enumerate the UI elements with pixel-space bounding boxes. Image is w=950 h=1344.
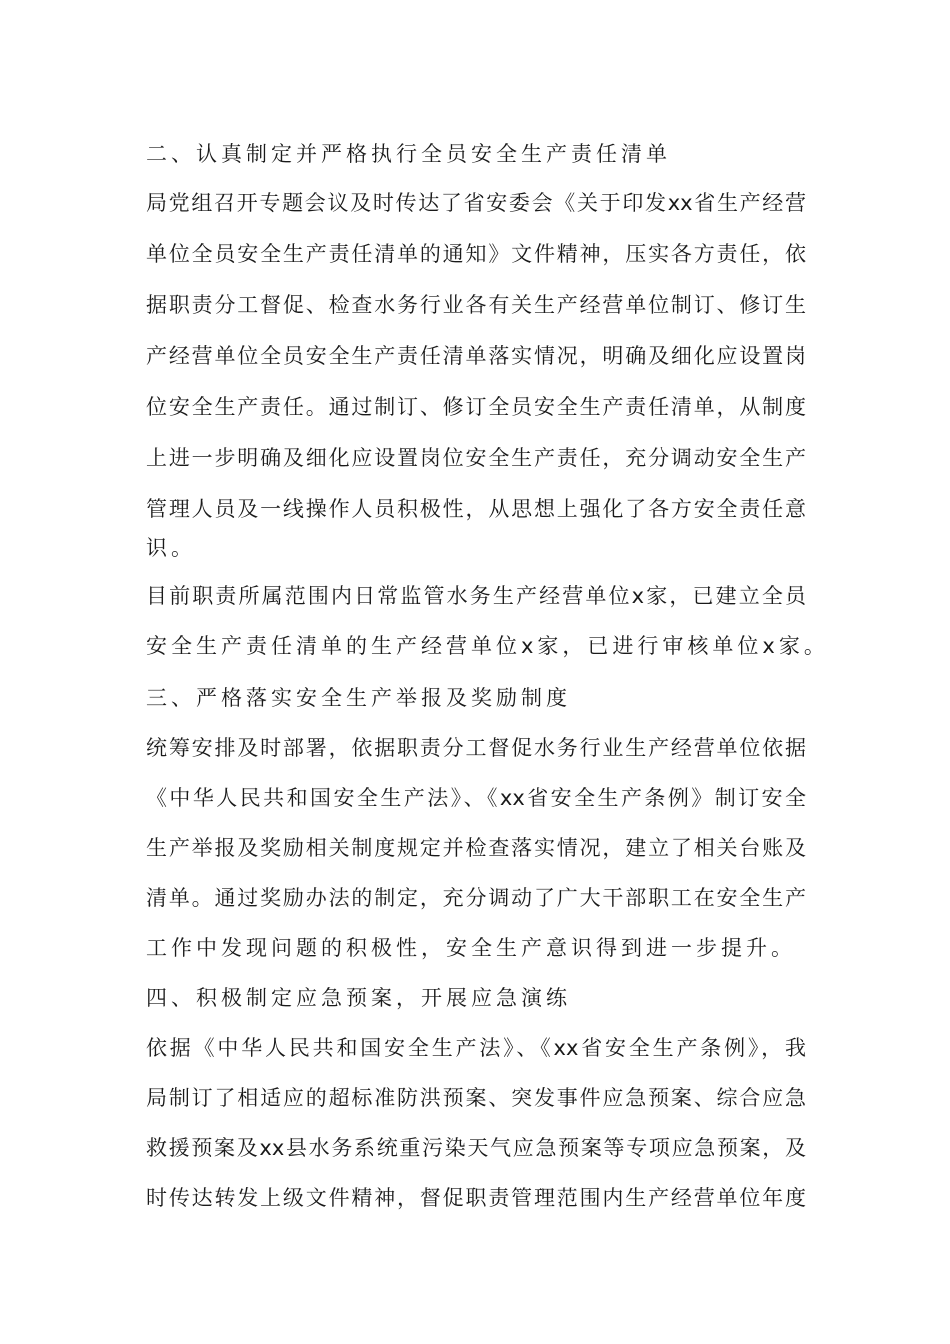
section-heading-4: 四、积极制定应急预案，开展应急演练 (146, 986, 571, 1010)
paragraph-line: 产经营单位全员安全生产责任清单落实情况，明确及细化应设置岗 (146, 344, 806, 368)
paragraph-line: 上进一步明确及细化应设置岗位安全生产责任，充分调动安全生产 (146, 446, 806, 470)
paragraph-line: 安全生产责任清单的生产经营单位x家，已进行审核单位x家。 (146, 634, 829, 658)
paragraph-line: 位安全生产责任。通过制订、修订全员安全生产责任清单，从制度 (146, 395, 806, 419)
paragraph-line: 管理人员及一线操作人员积极性，从思想上强化了各方安全责任意 (146, 497, 806, 521)
paragraph-line: 时传达转发上级文件精神，督促职责管理范围内生产经营单位年度 (146, 1186, 806, 1210)
paragraph-line: 据职责分工督促、检查水务行业各有关生产经营单位制订、修订生 (146, 293, 806, 317)
section-heading-3: 三、严格落实安全生产举报及奖励制度 (146, 686, 571, 710)
paragraph-line: 清单。通过奖励办法的制定，充分调动了广大干部职工在安全生产 (146, 886, 806, 910)
paragraph-line: 救援预案及xx县水务系统重污染天气应急预案等专项应急预案，及 (146, 1136, 806, 1160)
paragraph-line: 生产举报及奖励相关制度规定并检查落实情况，建立了相关台账及 (146, 836, 806, 860)
paragraph-line: 目前职责所属范围内日常监管水务生产经营单位x家，已建立全员 (146, 584, 806, 608)
paragraph-line: 识。 (146, 536, 196, 560)
paragraph-line: 工作中发现问题的积极性，安全生产意识得到进一步提升。 (146, 936, 796, 960)
paragraph-line: 统筹安排及时部署，依据职责分工督促水务行业生产经营单位依据 (146, 736, 806, 760)
paragraph-line: 依据《中华人民共和国安全生产法》、《xx省安全生产条例》，我 (146, 1036, 806, 1060)
section-heading-2: 二、认真制定并严格执行全员安全生产责任清单 (146, 142, 671, 166)
paragraph-line: 单位全员安全生产责任清单的通知》文件精神，压实各方责任，依 (146, 242, 806, 266)
paragraph-line: 《中华人民共和国安全生产法》、《xx省安全生产条例》制订安全 (146, 786, 806, 810)
paragraph-line: 局党组召开专题会议及时传达了省安委会《关于印发xx省生产经营 (146, 191, 806, 215)
paragraph-line: 局制订了相适应的超标准防洪预案、突发事件应急预案、综合应急 (146, 1086, 806, 1110)
